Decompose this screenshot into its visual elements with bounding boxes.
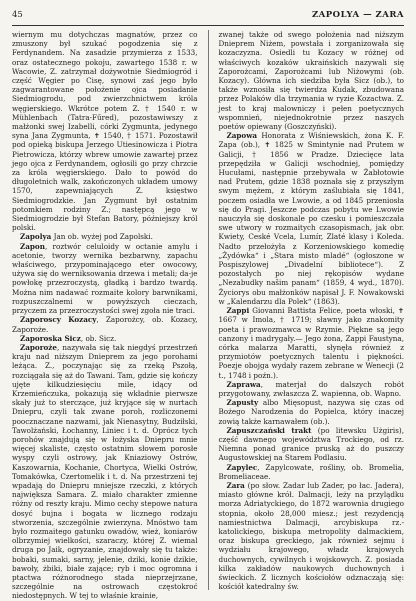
entry-title: Zara (226, 480, 245, 490)
running-head: ZAPOLYA — ZARA (311, 10, 404, 20)
paragraph (218, 131, 404, 306)
entry-text: (po słow. Zadar lub Zader, po łac. Jadera), miasto główne krół. Dalmacji, leży na przylądku morza Adriatyckiego, do 1872 warownia drugiego stopnia, około 28,000 miesz.; jest rezydencją namiestnictwa Dalmacji, arcybiskupa rz.-katolickiego, biskupa metropolity dalmackiem, oraz biskupa greckiego, jak również sejmu i wydziału krajowego, władz krajowych duchownych, cywilnych i wojskowych. Z. posiada kilka zakładów naukowych duchownych i świeckich. Z licznych kościołów odznaczają się: kościół katedralny św. (218, 480, 404, 592)
entry-text: , ob. Sicz. (80, 333, 117, 343)
paragraph (218, 398, 404, 426)
entry-text: , Zapylcowate, rośliny, ob. Bromelia, Bromeliaceae. (218, 462, 404, 481)
header-rule (12, 25, 404, 26)
entry-text: zwanej także od swego położenia nad niższym Dnieprem Niżem, powstała i zorganizowała się kozaczyzna. Osiedli tu Kozacy w różnej od właściwych kozaków ukraińskich nazywali się Zaporożcami, Zaporożcami lub Niżowymi (ob. Kozacy). Główna ich siedziba była Sicz (ob.), to także wznosiła się twierdza Kudak, zbudowana przez Polaków dla trzymania w ryzie Kozactwa. Z. jest to kraj malowniczy i pełen poetycznych wspomnień, niejednokrotnie przez naszych poetów opiewany (Goszczyński). (218, 30, 404, 132)
entry-text: Jan ob. wyżej pod Zapolski. (51, 232, 153, 242)
entry-title: Zaporoska Sicz (20, 333, 81, 343)
paragraph (218, 426, 404, 463)
entry-text: Honorata z Wiśniewskich, żona K. F. Zapa (ob.), ✝ 1825 w Smintynie nad Prutem w Galicji, † 1856 w Pradze. Dziecięce lata przepędziła w Galicji wschodniej, pomiędzy Hucułami, następnie przebywała w Żabłotowie nad Prutem, gdzie 1838 poznała się z przyszłym swym mężem, z którym zaślubiała się 1841, poczem osiadła we Lwowie, a od 1845 przeniosła się do Pragi. Jeszcze podczas pobytu we Lwowie nauczyła się doskonale po czesku i pomieszczała swe utwory w rozmaitych czasopismach, jak obr. Kwiety, Ceské Vcela, Lumír, Zlaté klasy i Koleda. Nadto przełożyła z Korzeniowskiego komedię „Żydówka“ i „Stara misto mladé“ (ogłoszone w Pospiszylowej „Divadelní bibliotece“). Z pozostałych po niej rękopisów wydane „Nezabudky našim panam“ (1859, 4 wyd., 1870). Życiorys obu małżonków napisał J. F. Nowakowski w „Kalendarzu dla Polek“ (1863). (218, 131, 404, 306)
paragraph (218, 30, 404, 131)
entry-text: Giovanni Battista Felice, poeta włoski, ✝ 1667 w Imola, † 1719; sławny jako znakomity poeta i prawozmawca w Rzymie. Piękne są jego canzony i madrygały.— Jego żona, Zappi Faustyna, córka malarza Maratti, słynęła również z przymiotów poetycznych talentu i piękności. Poezje obojga wydały razem zebrane w Wenecji (2 t., 1748 i poźn.). (218, 306, 404, 380)
entry-text: , roztwór celuloidy w octanie amylu i acetonie, tworzy wernika bezbarwny, zapachu właściwego, przypominającego eter owocowy, używa się do werniksowania drzewa i metali; da-je powłokę przezroczystą, gładką i bardzo twardą. Można nim nadawać rozmaite kolory barwnikami, rozpuszczalnemi w powyższych cieczach, przyczem za przezroczystości swej zgoła nie traci. (12, 241, 198, 316)
entry-text: , Zaporożcy, ob. Kozacy, Zaporoże. (12, 315, 198, 334)
entry-title: Zapon (20, 241, 45, 251)
paragraph (218, 481, 404, 591)
entry-title: Zappi (226, 306, 250, 316)
entry-title: Zapylec (226, 462, 258, 472)
paragraph (218, 463, 404, 481)
paragraph (12, 315, 198, 333)
entry-title: Zapolya (20, 232, 52, 242)
paragraph (12, 343, 198, 601)
entry-title: Zaporoscy Kozacy (20, 315, 97, 325)
paragraph (218, 380, 404, 398)
left-column (12, 30, 198, 601)
text-columns (12, 30, 404, 601)
paragraph (12, 232, 198, 241)
entry-text: , nazywała się tak niegdyś przestrzeń kraju nad niższym Dnieprem za jego porohami leżąca. Z., poczynając się za rzeką Pszołą, rozciągała się aż do Tawani. Tam, gdzie się kończy ujęte kilkudziesięciu mile, idący od Krzemieńczuka, pokazują się wkładnie pierwsze skały już to sterczące, już kryjące się w nurtach Dniepru, czyli tak zwane poroh, rozliczonemi poocznaczane nazwami, jak Nienasytny, Budziłski, Tawolżański, Łochanny, Liniec i t. d. Oprócz tych porohów znajdują się w łożyska Dniepru mnie więcej skaliste, często ostatnim słowem porosłe wyspy czyli ostrowy, jak Kniaziowy Ostrów, Kaszowarnia, Kochanie, Chortyca, Wielki Ostrów, Tomakówka, Czertomelik i t. d. Na przestrzeni tej wpadają do Dniepru mniejsze rzeczki, z których największa Samara. Z. miało charakter zmienne różny od reszty kraju. Mimo cechy stepowe natura dosyć bujna i bogata w licznego rodzaju stworzenia, szczególnie zwierzyna. Mnóstwo tam było rozmaitego gatunku owadów, wież, koniarów olbrzymiej wielkości, szaraczy, której Z. wiemal druga po Jaik, ogryzanie, znajdowały się tu także: bobaki, sumaki, sarny, jelenie, dziki, konie dzikie, bawoły, żbiki, białe zające; ryb i moc ogromna i ptactwa różnorodnego stada nieprzejrzane, szczególnie na ostrowach częstokroć niedostępnych. W tej to właśnie krainie, (12, 342, 198, 601)
entry-title: Zapowa (226, 131, 258, 141)
column-divider (208, 30, 209, 590)
paragraph (12, 334, 198, 343)
paragraph (12, 30, 198, 232)
entry-text: albo Mięsopust, nazywa się czas od Bożego Narodzenia do Popielca, który inaczej zowią także karnawałem (ob.). (218, 398, 404, 426)
entry-text: (po litewsku Użgiris), część dawnego województwa Trockiego, od rz. Niemna ponad granice pruską aż do puszczy Augustowskiej na Starem Podlasiu. (218, 425, 404, 463)
paragraph (12, 242, 198, 316)
entry-title: Zapuszczański trakt (226, 425, 312, 435)
entry-title: Zapusty (226, 398, 259, 408)
right-column (218, 30, 404, 590)
entry-title: Zaporoże (20, 342, 57, 352)
entry-text: , materjał do dalszych robót przygotowany, zwłaszcza Z. wapienna, ob. Wapno. (218, 379, 404, 398)
entry-title: Zaprawa (226, 379, 261, 389)
page-number: 45 (12, 10, 23, 20)
entry-text: wiernym mu dotychczas magnatów, przez co zmuszony był szukać pogodzenia się z Ferdynandem. Na zasadzie przymierza z 1533, oraz ostatecznego pokoju, zawartego 1538 r. w Wacowie, Z. zatrzymał dożywotnie Siedmiogród i część Węgier po Cisę, synowi zaś jego było zagwarantowane położenie ojca posiadanie Siedmiogrodu, pod zwierzchnictwem króla węgierskiego. Wkrótce potem Z. † 1540 r. w Mühlenbach (Tatra-Fűred), pozostawiwszy z małżonki swej Izabelli, córki Zygmunta, jedynego syna Jana Zygmunta, ✝ 1540, † 1571. Pozostawił pod opieką biskupa Jerzego Utiesinowicza i Piotra Pietrowicza, którzy wbrew umowie zawartej przez jego ojca z Ferdynandem, ogłosili go przy chrzcie za króla węgierskiego. Dało to powód do długoletnich walk, zakończonych układem umowy 1570, zapewniających Z. księstwo Siedmiogrodzkie. Jan Zygmunt był ostatnim potomkiem rodziny Z.; następcą jego w Siedmiogrodzie był Stefan Batory, późniejszy król polski. (12, 30, 198, 233)
paragraph (218, 306, 404, 380)
page-header (12, 10, 404, 24)
